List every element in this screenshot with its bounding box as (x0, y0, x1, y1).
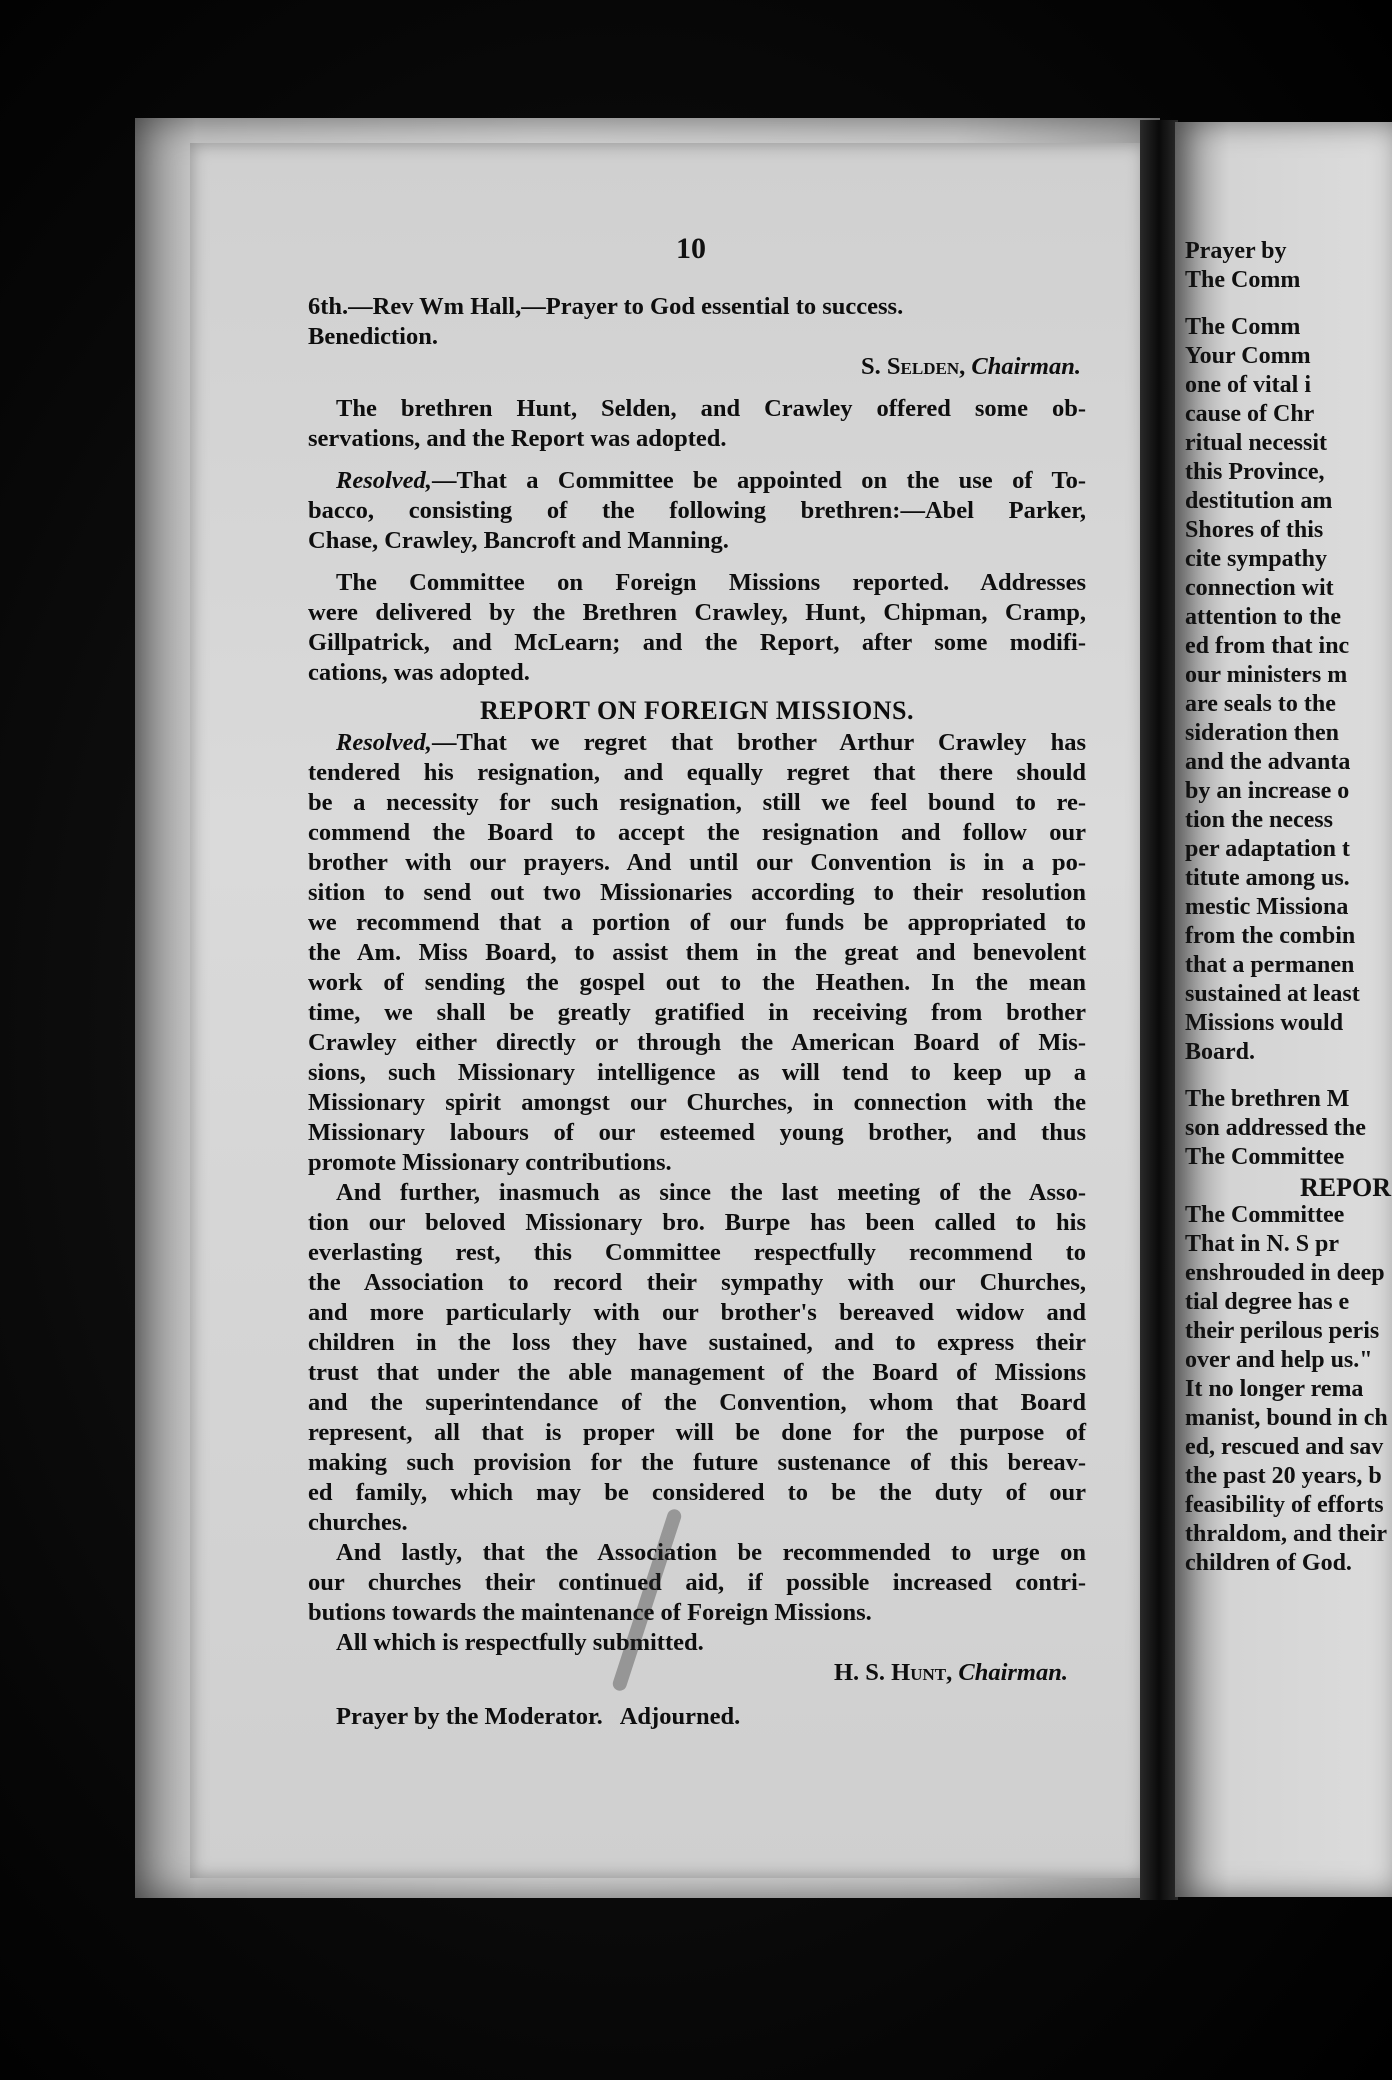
right-page-line: attention to the (1185, 604, 1341, 630)
para3-line-3: Gillpatrick, and McLearn; and the Report, after some modifi- (308, 629, 1086, 656)
right-page-line: feasibility of efforts (1185, 1492, 1384, 1518)
para2-line-1-text: —That a Committee be appointed on the use of To- (431, 467, 1086, 494)
report-heading: REPORT ON FOREIGN MISSIONS. (480, 696, 914, 725)
right-page-line: sustained at least (1185, 981, 1360, 1007)
report-para-a-line: Missionary labours of our esteemed young brother, and thus (308, 1119, 1086, 1146)
right-page-line: that a permanen (1185, 952, 1355, 978)
report-paragraph-c (308, 1538, 1086, 1628)
report-para-b-line: And further, inasmuch as since the last meeting of the Asso- (336, 1179, 1086, 1206)
report-para-a-line: commend the Board to accept the resignation and follow our (308, 819, 1086, 846)
right-page-line: Missions would (1185, 1010, 1344, 1036)
right-page-line: Board. (1185, 1039, 1256, 1065)
para2-line-3: Chase, Crawley, Bancroft and Manning. (308, 527, 729, 554)
report-para-a-line: be a necessity for such resignation, still we feel bound to re- (308, 789, 1086, 816)
resolved-label: Resolved, (336, 467, 432, 494)
right-page-line: their perilous peris (1185, 1318, 1380, 1344)
report-para-b-line: trust that under the able management of the Board of Missions (308, 1359, 1086, 1386)
right-page-line: our ministers m (1185, 662, 1348, 688)
right-page-line: ed from that inc (1185, 633, 1350, 659)
final-line: Prayer by the Moderator. Adjourned. (336, 1703, 741, 1730)
right-page-line: cause of Chr (1185, 401, 1315, 427)
report-para-a-line (308, 728, 1086, 758)
para1-line-1: The brethren Hunt, Selden, and Crawley offered some ob- (336, 395, 1086, 422)
opening-signature (308, 352, 1086, 382)
right-page-line: over and help us." (1185, 1347, 1373, 1373)
para1-line-2: servations, and the Report was adopted. (308, 425, 727, 452)
report-para-a-line: sions, such Missionary intelligence as will tend to keep up a (308, 1059, 1086, 1086)
report-para-a-line: we recommend that a portion of our funds be appropriated to (308, 909, 1086, 936)
report-para-c-line: And lastly, that the Association be recommended to urge on (336, 1539, 1086, 1566)
right-page-line: That in N. S pr (1185, 1231, 1340, 1257)
book-gutter (1140, 120, 1178, 1900)
right-page-line: connection wit (1185, 575, 1334, 601)
para3-line-2: were delivered by the Brethren Crawley, Hunt, Chipman, Cramp, (308, 599, 1086, 626)
page-number: 10 (676, 232, 706, 265)
right-page-line: destitution am (1185, 488, 1333, 514)
right-page-line: titute among us. (1185, 865, 1350, 891)
right-page-line: ritual necessit (1185, 430, 1327, 456)
report-signature-title: Chairman. (958, 1659, 1068, 1686)
right-page-line: children of God. (1185, 1550, 1352, 1576)
report-para-b-line: ed family, which may be considered to be the duty of our (308, 1479, 1086, 1506)
report-para-b-line: and more particularly with our brother's bereaved widow and (308, 1299, 1086, 1326)
para2-line-2: bacco, consisting of the following brethren:—Abel Parker, (308, 497, 1086, 524)
report-paragraph-b (308, 1178, 1086, 1538)
report-para-a-line-text: —That we regret that brother Arthur Crawley has (431, 729, 1086, 756)
opening-signature-name: S. Selden, (861, 353, 966, 380)
report-para-b-line: the Association to record their sympathy with our Churches, (308, 1269, 1086, 1296)
right-page-line: son addressed the (1185, 1115, 1366, 1141)
report-para-a-line: sition to send out two Missionaries according to their resolution (308, 879, 1086, 906)
para3-line-1: The Committee on Foreign Missions reported. Addresses (336, 569, 1086, 596)
right-page-line: per adaptation t (1185, 836, 1350, 862)
report-closing: All which is respectfully submitted. (336, 1629, 704, 1656)
right-page-line: Your Comm (1185, 343, 1311, 369)
right-page-line: ed, rescued and sav (1185, 1434, 1384, 1460)
report-para-a-line: tendered his resignation, and equally regret that there should (308, 759, 1086, 786)
right-page-line: Shores of this (1185, 517, 1324, 543)
right-page-line: It no longer rema (1185, 1376, 1364, 1402)
right-page-line: are seals to the (1185, 691, 1336, 717)
report-para-b-line: tion our beloved Missionary bro. Burpe has been called to his (308, 1209, 1086, 1236)
report-para-b-line: represent, all that is proper will be done for the purpose of (308, 1419, 1086, 1446)
report-para-a-line: promote Missionary contributions. (308, 1149, 672, 1176)
right-page-line: enshrouded in deep (1185, 1260, 1385, 1286)
para2-line-1 (308, 466, 1086, 496)
report-para-a-line: the Am. Miss Board, to assist them in the great and benevolent (308, 939, 1086, 966)
right-page-line: tion the necess (1185, 807, 1333, 833)
report-para-b-line: everlasting rest, this Committee respectfully recommend to (308, 1239, 1086, 1266)
para3-line-4: cations, was adopted. (308, 659, 530, 686)
report-para-a-line: time, we shall be greatly gratified in receiving from brother (308, 999, 1086, 1026)
right-page-line: sideration then (1185, 720, 1340, 746)
right-page-line: mestic Missiona (1185, 894, 1349, 920)
right-page-line: the past 20 years, b (1185, 1463, 1382, 1489)
report-signature (308, 1658, 1086, 1688)
right-page-line: this Province, (1185, 459, 1325, 485)
right-page-line: Prayer by (1185, 238, 1287, 264)
right-page-line: REPOR (1300, 1173, 1391, 1202)
report-para-a-line: Missionary spirit amongst our Churches, in connection with the (308, 1089, 1086, 1116)
right-page-line: The Comm (1185, 267, 1301, 293)
right-page-line: one of vital i (1185, 372, 1311, 398)
report-para-c-line: our churches their continued aid, if possible increased contri- (308, 1569, 1086, 1596)
right-page-line: The Committee (1185, 1202, 1345, 1228)
report-para-b-line: churches. (308, 1509, 408, 1536)
right-page-line: The Committee (1185, 1144, 1345, 1170)
report-paragraph-a (308, 728, 1086, 1178)
right-page-line: manist, bound in ch (1185, 1405, 1388, 1431)
main-text-column (308, 292, 1086, 1732)
right-page-line: cite sympathy (1185, 546, 1327, 572)
report-para-a-line: brother with our prayers. And until our Convention is in a po- (308, 849, 1086, 876)
right-page-line: tial degree has e (1185, 1289, 1350, 1315)
right-page-line: The brethren M (1185, 1086, 1350, 1112)
report-para-a-line: Crawley either directly or through the American Board of Mis- (308, 1029, 1086, 1056)
right-page-line: and the advanta (1185, 749, 1351, 775)
report-para-c-line: butions towards the maintenance of Foreign Missions. (308, 1599, 872, 1626)
opening-signature-title: Chairman. (971, 353, 1081, 380)
report-para-b-line: children in the loss they have sustained, and to express their (308, 1329, 1086, 1356)
report-signature-name: H. S. Hunt, (833, 1659, 953, 1686)
resolved-label: Resolved, (336, 729, 432, 756)
right-page-line: thraldom, and their (1185, 1521, 1388, 1547)
right-page-line: The Comm (1185, 314, 1301, 340)
right-page (1175, 122, 1392, 1897)
right-page-line: by an increase o (1185, 778, 1350, 804)
right-page-line: from the combin (1185, 923, 1356, 949)
report-para-b-line: and the superintendance of the Convention, whom that Board (308, 1389, 1086, 1416)
opening-line-2: Benediction. (308, 323, 438, 350)
report-para-b-line: making such provision for the future sustenance of this bereav- (308, 1449, 1086, 1476)
opening-line-1: 6th.—Rev Wm Hall,—Prayer to God essential to success. (308, 293, 904, 320)
report-para-a-line: work of sending the gospel out to the Heathen. In the mean (308, 969, 1086, 996)
